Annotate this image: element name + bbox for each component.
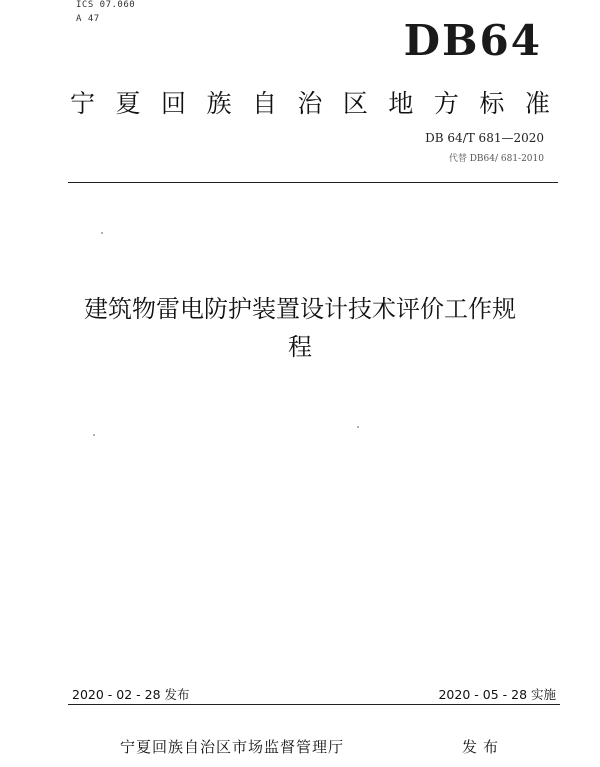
document-title-line1: 建筑物雷电防护装置设计技术评价工作规 <box>84 295 516 323</box>
title-char: 宁 <box>70 89 96 118</box>
title-char: 治 <box>297 89 323 118</box>
replaces-standard: 代替 DB64/ 681-2010 <box>448 154 544 164</box>
standard-number: DB 64/T 681—2020 <box>425 131 544 145</box>
title-char: 自 <box>251 89 277 118</box>
title-char: 夏 <box>115 89 141 118</box>
scan-speck <box>101 232 103 234</box>
scan-speck <box>93 434 95 436</box>
title-char: 地 <box>388 89 414 118</box>
title-char: 标 <box>479 89 505 118</box>
db64-logo: DB64 <box>403 16 542 65</box>
issue-label: 发布 <box>462 738 505 756</box>
local-standard-title <box>70 84 550 120</box>
publish-date: 2020 - 02 - 28 发布 <box>72 687 190 702</box>
title-char: 准 <box>524 89 550 118</box>
title-char: 方 <box>433 89 459 118</box>
ccs-code: A 47 <box>76 14 100 24</box>
footer-divider <box>68 704 560 705</box>
document-title <box>60 290 540 366</box>
header-divider <box>68 182 558 183</box>
issuing-authority: 宁夏回族自治区市场监督管理厅 <box>120 738 345 756</box>
scan-speck <box>357 426 359 428</box>
title-char: 回 <box>160 89 186 118</box>
document-title-line2: 程 <box>288 333 312 361</box>
implement-date: 2020 - 05 - 28 实施 <box>438 687 556 702</box>
title-char: 族 <box>206 89 232 118</box>
ics-code: ICS 07.060 <box>76 0 136 10</box>
title-char: 区 <box>342 89 368 118</box>
